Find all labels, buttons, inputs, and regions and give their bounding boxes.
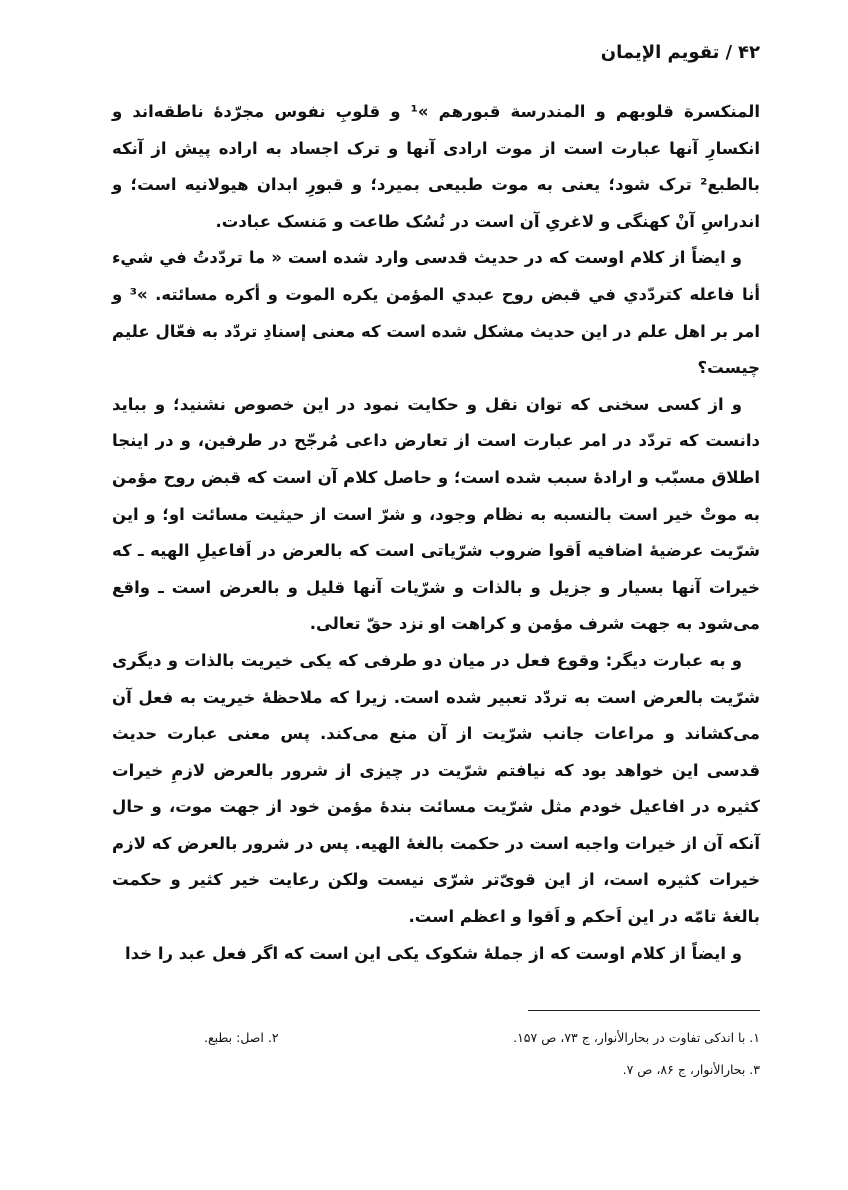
paragraph-4: و به عبارت دیگر: وقوع فعل در میان دو طرفی که یکی خیریت بالذات و دیگری شرّیت بالعرض است به تردّد تعبیر شده است. زیرا که ملاحظهٔ خیریت به فعل آن می‌کشاند و مراعات جانب شرّیت از آن منع می‌کند. پس معنی عبارت حدیث قدسی این خواهد بود که نیافتم شرّیت در چیزی از شرور بالعرض لازمِ خیرات کثیره در افاعیل خودم مثل شرّیت مسائت بندهٔ مؤمن خود از جهت موت، و حال آنکه آن از خیرات واجبه است در حکمت بالغهٔ الهیه. پس در شرور بالعرض که لازم خیرات کثیره است، از این قویّ‌تر شرّی نیست ولکن رعایت خیر کثیر و حکمت بالغهٔ تامّه در این اَحکم و اَقوا و اعظم است. — [112, 650, 760, 927]
footnote-divider — [528, 1010, 760, 1011]
footnote-1: ۱. با اندکی تفاوت در بحارالأنوار، ج ۷۳، ص ۱۵۷. — [513, 1030, 760, 1045]
paragraph-1: المنکسرة قلوبهم و المندرسة قبورهم »¹ و قلوبِ نفوس مجرّدهٔ ناطقه‌اند و انکسارِ آنها عبارت است از موت ارادی آنها و ترک اجساد به اراده پیش از آنکه بالطبع² ترک شود؛ یعنی به موت طبیعی بمیرد؛ و قبورِ ابدان هیولانیه است؛ و اندراسِ آنْ کهنگی و لاغریِ آن است در نُسُک طاعت و مَنسک عبادت. — [112, 102, 760, 231]
paragraph-2: و ایضاً از کلام اوست که در حدیث قدسی وارد شده است « ما تردّدتُ في شيء أنا فاعله کتردّدي في قبض روح عبدي المؤمن یکره الموت و أکره مسائته. »³ و امر بر اهل علم در این حدیث مشکل شده است که معنی إسنادِ تردّد به فعّال علیم چیست؟ — [112, 248, 760, 378]
body-text — [112, 94, 760, 972]
book-title: تقویم الإیمان — [600, 42, 720, 63]
running-head — [601, 42, 760, 63]
page-number: ۴۲ — [738, 42, 760, 63]
header-separator: / — [725, 42, 733, 63]
footnotes — [112, 1022, 760, 1086]
paragraph-3: و از کسی سخنی که توان نقل و حکایت نمود در این خصوص نشنید؛ و بباید دانست که تردّد در امر عبارت است از تعارض داعی مُرجّح در طرفین، و در اینجا اطلاق مسبّب و ارادهٔ سبب شده است؛ و حاصل کلام آن است که قبض روح مؤمن به موتْ خیر است بالنسبه به نظام وجود، و شرّ است از حیثیت مسائت او؛ و این شرّیت عرضیهٔ اضافیه اَقوا ضروب شرّیاتی است که بالعرض در اَفاعیلِ الهیه ـ که خیرات آنها بسیار و جزیل و بالذات و شرّیات آنها قلیل و بالعرض است ـ واقع می‌شود به جهت شرف مؤمن و کراهت او نزد حقّ تعالی. — [112, 394, 760, 634]
paragraph-5: و ایضاً از کلام اوست که از جملهٔ شکوک یکی این است که اگر فعل عبد را خدا — [125, 943, 742, 963]
footnote-2: ۲. اصل: بطبع. — [204, 1030, 279, 1045]
footnote-3: ۳. بحارالأنوار، ج ۸۶، ص ۷. — [622, 1062, 760, 1077]
